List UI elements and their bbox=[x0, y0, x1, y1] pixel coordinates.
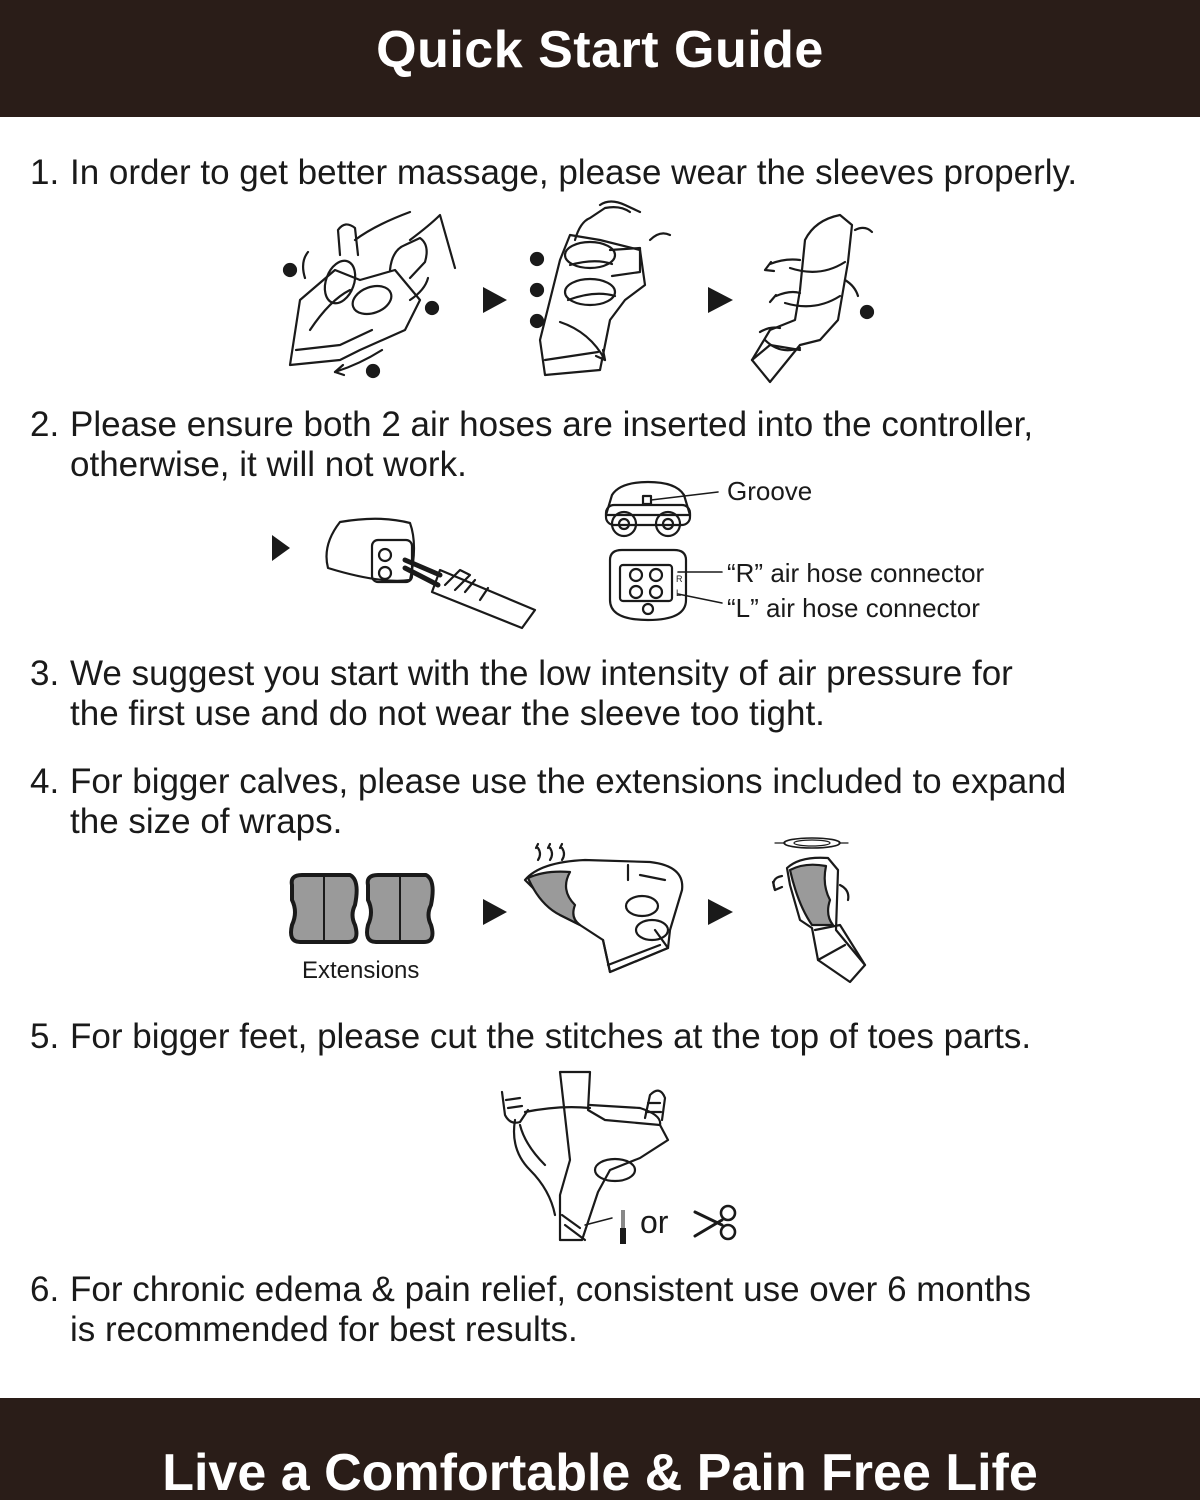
step-number: 2. bbox=[30, 405, 60, 444]
wrap-worn-extension-illustration bbox=[773, 838, 865, 982]
step-number: 5. bbox=[30, 1017, 60, 1056]
wrap-with-extension-illustration bbox=[525, 844, 682, 972]
arrow-right-icon bbox=[708, 899, 733, 925]
step-number: 1. bbox=[30, 153, 60, 192]
page-title: Quick Start Guide bbox=[376, 21, 824, 79]
step-number: 3. bbox=[30, 654, 60, 693]
footer-banner bbox=[0, 1398, 1200, 1500]
arrow-right-icon bbox=[483, 287, 507, 313]
extensions-label: Extensions bbox=[302, 957, 420, 984]
controller-front-diagram bbox=[610, 550, 722, 620]
arrow-right-icon bbox=[708, 287, 733, 313]
arrow-right-icon bbox=[272, 535, 290, 561]
groove-label: Groove bbox=[727, 476, 813, 506]
seam-ripper-icon bbox=[620, 1210, 626, 1244]
arrow-right-icon bbox=[483, 899, 507, 925]
or-label: or bbox=[640, 1204, 669, 1240]
step-text: otherwise, it will not work. bbox=[70, 445, 467, 484]
step-text: the size of wraps. bbox=[70, 802, 343, 841]
step-text: For bigger calves, please use the extensions included to expand bbox=[70, 762, 1067, 801]
footer-slogan: Live a Comfortable & Pain Free Life bbox=[162, 1444, 1038, 1500]
r-connector-label: “R” air hose connector bbox=[727, 558, 985, 588]
step-text: For bigger feet, please cut the stitches at the top of toes parts. bbox=[70, 1017, 1032, 1056]
sleeve-wrapping-illustration bbox=[531, 202, 670, 376]
step-text: is recommended for best results. bbox=[70, 1310, 578, 1349]
sleeve-open-illustration bbox=[284, 212, 455, 377]
sleeve-worn-illustration bbox=[752, 215, 873, 382]
step-number: 4. bbox=[30, 762, 60, 801]
step-text: For chronic edema & pain relief, consistent use over 6 months bbox=[70, 1270, 1032, 1309]
step-text: the first use and do not wear the sleeve too tight. bbox=[70, 694, 825, 733]
l-mark-label: L bbox=[676, 588, 682, 598]
extension-panel-left bbox=[291, 875, 357, 942]
controller-top-diagram bbox=[606, 482, 718, 536]
step-text: We suggest you start with the low intensity of air pressure for bbox=[70, 654, 1013, 693]
step-number: 6. bbox=[30, 1270, 60, 1309]
l-connector-label: “L” air hose connector bbox=[727, 593, 980, 623]
r-mark-label: R bbox=[676, 574, 683, 584]
extension-panel-right bbox=[367, 875, 433, 942]
scissors-icon bbox=[695, 1206, 735, 1239]
hose-insertion-illustration bbox=[327, 519, 536, 628]
step-text: In order to get better massage, please wear the sleeves properly. bbox=[70, 153, 1078, 192]
step-text: Please ensure both 2 air hoses are inserted into the controller, bbox=[70, 405, 1034, 444]
